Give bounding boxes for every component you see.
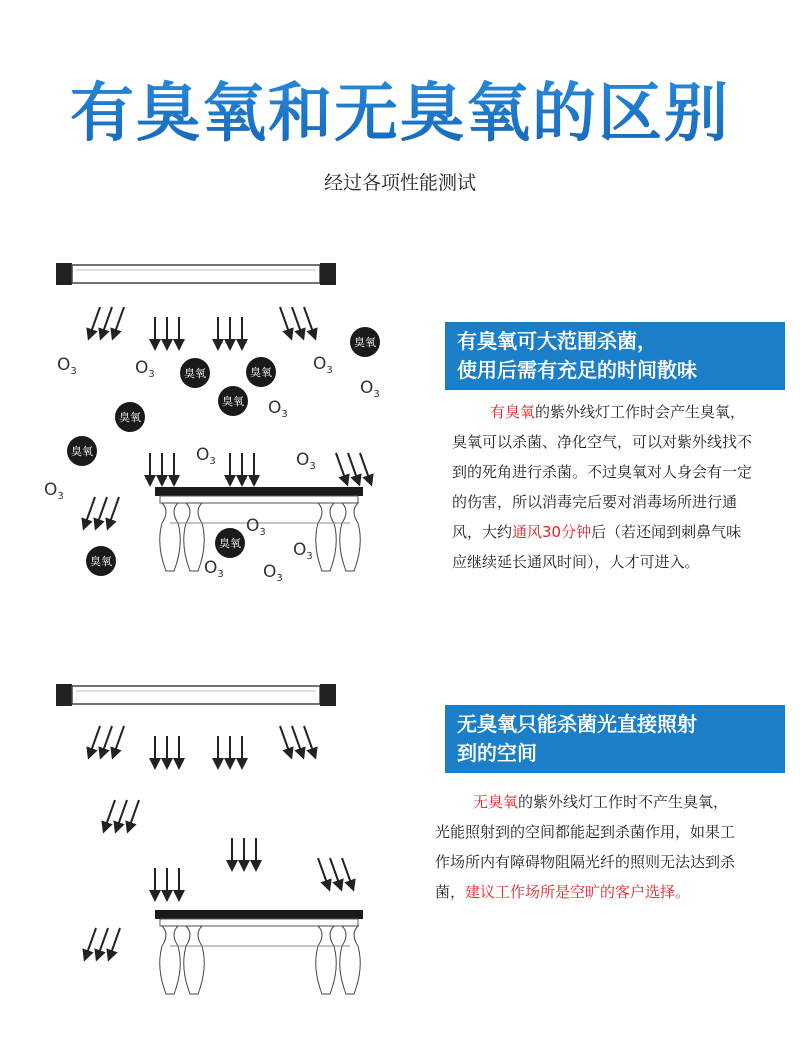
svg-text:臭氧: 臭氧 bbox=[119, 411, 141, 424]
ozone-molecule bbox=[86, 546, 116, 576]
section1-header-line2: 使用后需有充足的时间散味 bbox=[457, 358, 697, 382]
uv-arrow bbox=[117, 800, 127, 828]
ozone-molecule bbox=[218, 386, 248, 416]
ozone-molecule bbox=[350, 327, 380, 357]
svg-text:臭氧: 臭氧 bbox=[71, 445, 93, 458]
uv-arrow bbox=[102, 726, 112, 754]
o3-symbol bbox=[263, 562, 283, 584]
uv-arrow bbox=[114, 307, 124, 335]
page-title: 有臭氧和无臭氧的区别 bbox=[0, 62, 800, 154]
section2-text-part1: 的紫外线灯工作时不产生臭氧，光能照射到的空间都能起到杀菌作用，如果工作场所内有障碍物阻隔光纤的照则无法达到杀菌， bbox=[435, 793, 736, 901]
o3-symbol bbox=[296, 450, 316, 472]
svg-text:臭氧: 臭氧 bbox=[250, 366, 272, 379]
svg-text:臭氧: 臭氧 bbox=[184, 367, 206, 380]
uv-arrow bbox=[86, 928, 96, 956]
highlight-ventilation: 通风30分钟 bbox=[512, 523, 592, 541]
o3-symbol bbox=[44, 480, 64, 502]
svg-text:O3: $O_3$ bbox=[135, 358, 155, 380]
o3-symbol bbox=[268, 398, 288, 420]
section1-header bbox=[445, 322, 785, 390]
uv-arrow bbox=[97, 497, 107, 525]
highlight-no-ozone: 无臭氧 bbox=[473, 793, 519, 811]
uv-arrow bbox=[292, 726, 302, 754]
uv-arrow bbox=[110, 928, 120, 956]
uv-arrow bbox=[280, 307, 290, 335]
uv-arrow bbox=[330, 858, 340, 886]
o3-symbol bbox=[57, 355, 77, 377]
page-subtitle: 经过各项性能测试 bbox=[323, 172, 476, 194]
section1-header-line1: 有臭氧可大范围杀菌， bbox=[457, 329, 657, 353]
svg-text:O3: $O_3$ bbox=[246, 516, 266, 538]
o3-symbol bbox=[293, 540, 313, 562]
uv-lamp-tube bbox=[56, 684, 336, 706]
uv-arrow bbox=[85, 497, 95, 525]
section1-text-part2: 后（若还闻到刺鼻气味应继续延长通风时间），人才可进入。 bbox=[452, 523, 742, 571]
svg-text:O3: $O_3$ bbox=[263, 562, 283, 584]
o3-symbol bbox=[135, 358, 155, 380]
ozone-illustration-svg bbox=[0, 255, 440, 595]
section2-header-line2: 到的空间 bbox=[457, 741, 537, 765]
uv-arrow bbox=[109, 497, 119, 525]
svg-text:O3: $O_3$ bbox=[44, 480, 64, 502]
uv-arrow bbox=[90, 307, 100, 335]
svg-text:O3: $O_3$ bbox=[296, 450, 316, 472]
o3-symbol bbox=[204, 558, 224, 580]
svg-text:O3: $O_3$ bbox=[293, 540, 313, 562]
o3-symbol bbox=[246, 516, 266, 538]
svg-text:O3: $O_3$ bbox=[196, 445, 216, 467]
o3-symbol bbox=[360, 378, 380, 400]
ozone-molecule bbox=[246, 357, 276, 387]
section2-header bbox=[445, 705, 785, 773]
svg-text:O3: $O_3$ bbox=[313, 354, 333, 376]
uv-arrow bbox=[98, 928, 108, 956]
uv-lamp-tube bbox=[56, 263, 336, 285]
svg-text:臭氧: 臭氧 bbox=[222, 395, 244, 408]
ozone-molecule bbox=[115, 402, 145, 432]
uv-arrow bbox=[336, 453, 346, 481]
uv-arrow bbox=[360, 453, 370, 481]
uv-arrow bbox=[280, 726, 290, 754]
o3-symbol bbox=[196, 445, 216, 467]
highlight-recommendation: 建议工作场所是空旷的客户选择。 bbox=[465, 883, 691, 901]
svg-text:O3: $O_3$ bbox=[360, 378, 380, 400]
uv-arrow bbox=[129, 800, 139, 828]
table bbox=[155, 910, 363, 994]
svg-text:臭氧: 臭氧 bbox=[354, 336, 376, 349]
uv-arrow bbox=[114, 726, 124, 754]
uv-arrow bbox=[304, 726, 314, 754]
ozone-molecule bbox=[215, 528, 245, 558]
svg-text:臭氧: 臭氧 bbox=[219, 537, 241, 550]
ozone-molecule bbox=[180, 358, 210, 388]
section2-paragraph bbox=[435, 787, 735, 907]
svg-text:O3: $O_3$ bbox=[57, 355, 77, 377]
svg-text:臭氧: 臭氧 bbox=[90, 555, 112, 568]
section1-paragraph bbox=[452, 397, 752, 577]
uv-arrow bbox=[102, 307, 112, 335]
svg-text:O3: $O_3$ bbox=[204, 558, 224, 580]
uv-arrow bbox=[292, 307, 302, 335]
ozone-molecule bbox=[67, 436, 97, 466]
no-ozone-illustration bbox=[0, 680, 440, 1010]
section2-header-line1: 无臭氧只能杀菌光直接照射 bbox=[457, 712, 697, 736]
highlight-ozone: 有臭氧 bbox=[490, 403, 536, 421]
uv-arrow bbox=[304, 307, 314, 335]
uv-arrow bbox=[105, 800, 115, 828]
uv-arrow bbox=[342, 858, 352, 886]
svg-text:O3: $O_3$ bbox=[268, 398, 288, 420]
ozone-illustration bbox=[0, 255, 440, 595]
uv-arrow bbox=[90, 726, 100, 754]
uv-arrow bbox=[318, 858, 328, 886]
o3-symbol bbox=[313, 354, 333, 376]
uv-arrow bbox=[348, 453, 358, 481]
no-ozone-illustration-svg bbox=[0, 680, 440, 1010]
section1-text-part1: 的紫外线灯工作时会产生臭氧，臭氧可以杀菌、净化空气，可以对紫外线找不到的死角进行杀菌。不过臭氧对人身会有一定的伤害，所以消毒完后要对消毒场所进行通风，大约 bbox=[452, 403, 753, 541]
